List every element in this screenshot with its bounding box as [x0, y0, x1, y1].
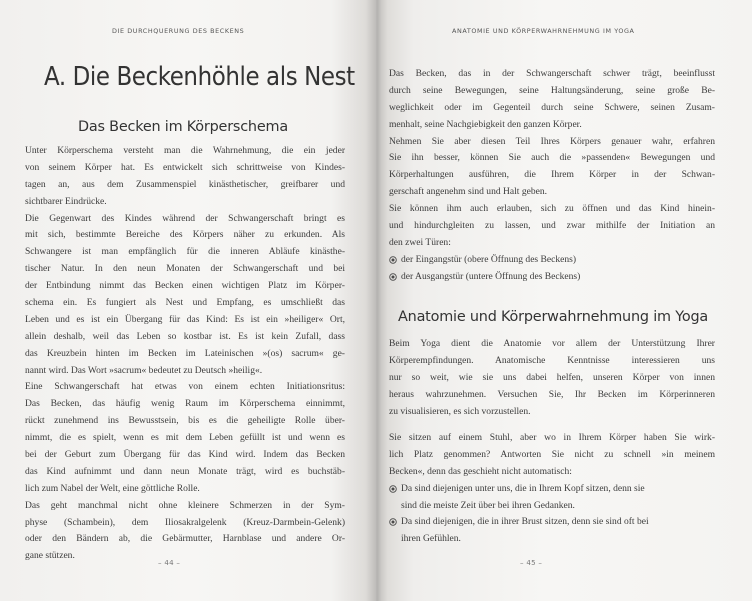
- text-line: Das Becken, das häufig wenig Raum im Körperschema einnimmt,: [25, 398, 345, 410]
- text-line: Körperempfindungen. Anatomische Kenntnisse interessieren uns: [389, 354, 715, 366]
- text-line: Nehmen Sie aber diesen Teil Ihres Körpers genauer wahr, erfahren: [389, 135, 715, 147]
- text-line: Leben und es ist ein Übergang für das Kind: Es ist ein »heiliger« Ort,: [25, 313, 345, 325]
- text-line: lich zum Nabel der Welt, eine göttliche Rolle.: [25, 482, 200, 494]
- text-line: Sie ihn besser, können Sie auch die »passenden« Bewegungen und: [389, 152, 715, 164]
- text-line: menhalt, seine Nachgiebigkeit den ganzen Körper.: [389, 118, 582, 130]
- text-line: weglichkeit oder im Gegenteil durch seine Schwere, seinen Zusam-: [389, 101, 715, 113]
- text-line: oder den Bändern ab, die Gebärmutter, Harnblase und andere Or-: [25, 533, 345, 545]
- text-line: Eine Schwangerschaft hat etwas von einem echten Initiationsritus:: [25, 381, 345, 393]
- text-line: den zwei Türen:: [389, 236, 451, 248]
- list-item: [389, 252, 715, 269]
- text-line: Das Becken, das in der Schwangerschaft schwer trägt, beeinflusst: [389, 68, 715, 79]
- text-line: Beim Yoga dient die Anatomie vor allem der Unterstützung Ihrer: [389, 338, 715, 349]
- text-line: physe (Schambein), dem Iliosakralgelenk (Kreuz-Darmbein-Gelenk): [25, 516, 345, 528]
- text-line: tagen an, aus dem Zusammenspiel kinästhetischer, greifbarer und: [25, 178, 345, 190]
- list-item-text: der Eingangstür (obere Öffnung des Beckens): [401, 253, 577, 265]
- list-item: [389, 514, 715, 531]
- text-line: rückt zunehmend ins Bewusstsein, bis es die geheiligte Rolle über-: [25, 415, 345, 427]
- text-line: Das geht manchmal nicht ohne kleinere Schmerzen in der Sym-: [25, 499, 345, 511]
- section-heading-yoga: Anatomie und Körperwahrnehmung im Yoga: [398, 309, 709, 325]
- target-bullet-icon: [389, 256, 397, 264]
- text-line: nimmt, die es spielt, wenn es mit dem Leben gefüllt ist und wenn es: [25, 432, 345, 444]
- text-line: lich Platz genommen? Antworten Sie nicht zu schnell »in meinem: [389, 448, 715, 460]
- text-line: gerschaft angenehm sind und Halt geben.: [389, 186, 548, 198]
- list-item: [389, 269, 715, 286]
- text-line: allein deshalb, weil das Leben so kostbar ist. Es ist kein Zufall, dass: [25, 330, 345, 342]
- text-line: bei der Geburt zum Übergang für das Kind wird. Indem das Becken: [25, 449, 345, 461]
- text-line: nannt wird. Das Wort »sacrum« bedeutet zu Deutsch »heilig«.: [25, 364, 263, 376]
- section-heading-body-schema: Das Becken im Körperschema: [78, 119, 288, 135]
- chapter-title: A. Die Beckenhöhle als Nest: [44, 62, 355, 92]
- text-line: durch seine Bewegungen, seine Haltungsänderung, seine große Be-: [389, 84, 715, 96]
- right-page: [376, 0, 752, 601]
- text-line: Sie können ihm auch erlauben, sich zu öffnen und das Kind hinein-: [389, 203, 715, 215]
- text-line: das Kind aufnimmt und dann neun Monate trägt, wird es buchstäb-: [25, 465, 345, 477]
- text-line: zu visualisieren, es sich vorzustellen.: [389, 405, 531, 417]
- yoga-anatomy-text: [389, 336, 715, 420]
- page-number-right: – 45 –: [520, 559, 543, 567]
- text-line: nur so weit, wie sie uns dabei helfen, unseren Körper von innen: [389, 371, 715, 383]
- text-line: Unter Körperschema versteht man die Wahrnehmung, die ein jeder: [25, 145, 345, 156]
- list-item-text: Da sind diejenigen, die in ihrer Brust sitzen, denn sie sind oft bei: [401, 516, 649, 528]
- page-number-left: – 44 –: [158, 559, 181, 567]
- text-line: der Entbindung nimmt das Becken einen wichtigen Platz im Körper-: [25, 280, 345, 292]
- sitting-text: [389, 430, 715, 548]
- text-line: schema ein. Es fungiert als Nest und Empfang, es umschließt das: [25, 297, 345, 309]
- text-line: sichtbarer Eindrücke.: [25, 195, 107, 207]
- target-bullet-icon: [389, 273, 397, 281]
- text-line: Schwangere ist man empfänglich für die inneren Abläufe kinästhe-: [25, 246, 345, 258]
- list-item-text: der Ausgangstür (untere Öffnung des Beckens): [401, 270, 581, 282]
- list-item-text: Da sind diejenigen unter uns, die in Ihrem Kopf sitzen, denn sie: [401, 482, 645, 494]
- running-head-right: ANATOMIE UND KÖRPERWAHRNEHMUNG IM YOGA: [452, 27, 635, 35]
- list-item-continuation: sind die meiste Zeit über bei ihren Gedanken.: [401, 499, 575, 511]
- text-line: das Kreuzbein hinten im Becken im Lateinischen »(os) sacrum« ge-: [25, 347, 345, 359]
- target-bullet-icon: [389, 485, 397, 493]
- text-line: Körperhaltungen ausführen, die Ihrem Körper in der Schwan-: [389, 169, 715, 181]
- text-line: heraus wahrzunehmen. Versuchen Sie, Ihr Becken im Körperinneren: [389, 388, 715, 400]
- running-head-left: DIE DURCHQUERUNG DES BECKENS: [112, 27, 245, 35]
- text-line: Die Gegenwart des Kindes während der Schwangerschaft bringt es: [25, 212, 345, 224]
- text-line: von seinem Körper hat. Es entwickelt sich schrittweise von Kindes-: [25, 161, 345, 173]
- text-line: tischer Natur. In den neun Monaten der Schwangerschaft und bei: [25, 263, 345, 275]
- target-bullet-icon: [389, 518, 397, 526]
- list-item-continuation: ihren Gefühlen.: [401, 533, 461, 545]
- body-schema-text: [25, 143, 345, 565]
- pelvis-intro-text: [389, 66, 715, 286]
- text-line: und hindurchgleiten zu lassen, und zwar mithilfe der Initiation an: [389, 220, 715, 232]
- text-line: mit sich, bestimmte Bereiche des Körpers näher zu erkunden. Als: [25, 229, 345, 241]
- text-line: Becken«, denn das geschieht nicht automatisch:: [389, 465, 572, 477]
- text-line: Sie sitzen auf einem Stuhl, aber wo in Ihrem Körper haben Sie wirk-: [389, 432, 715, 443]
- list-item: [389, 481, 715, 498]
- text-line: gane stützen.: [25, 550, 75, 562]
